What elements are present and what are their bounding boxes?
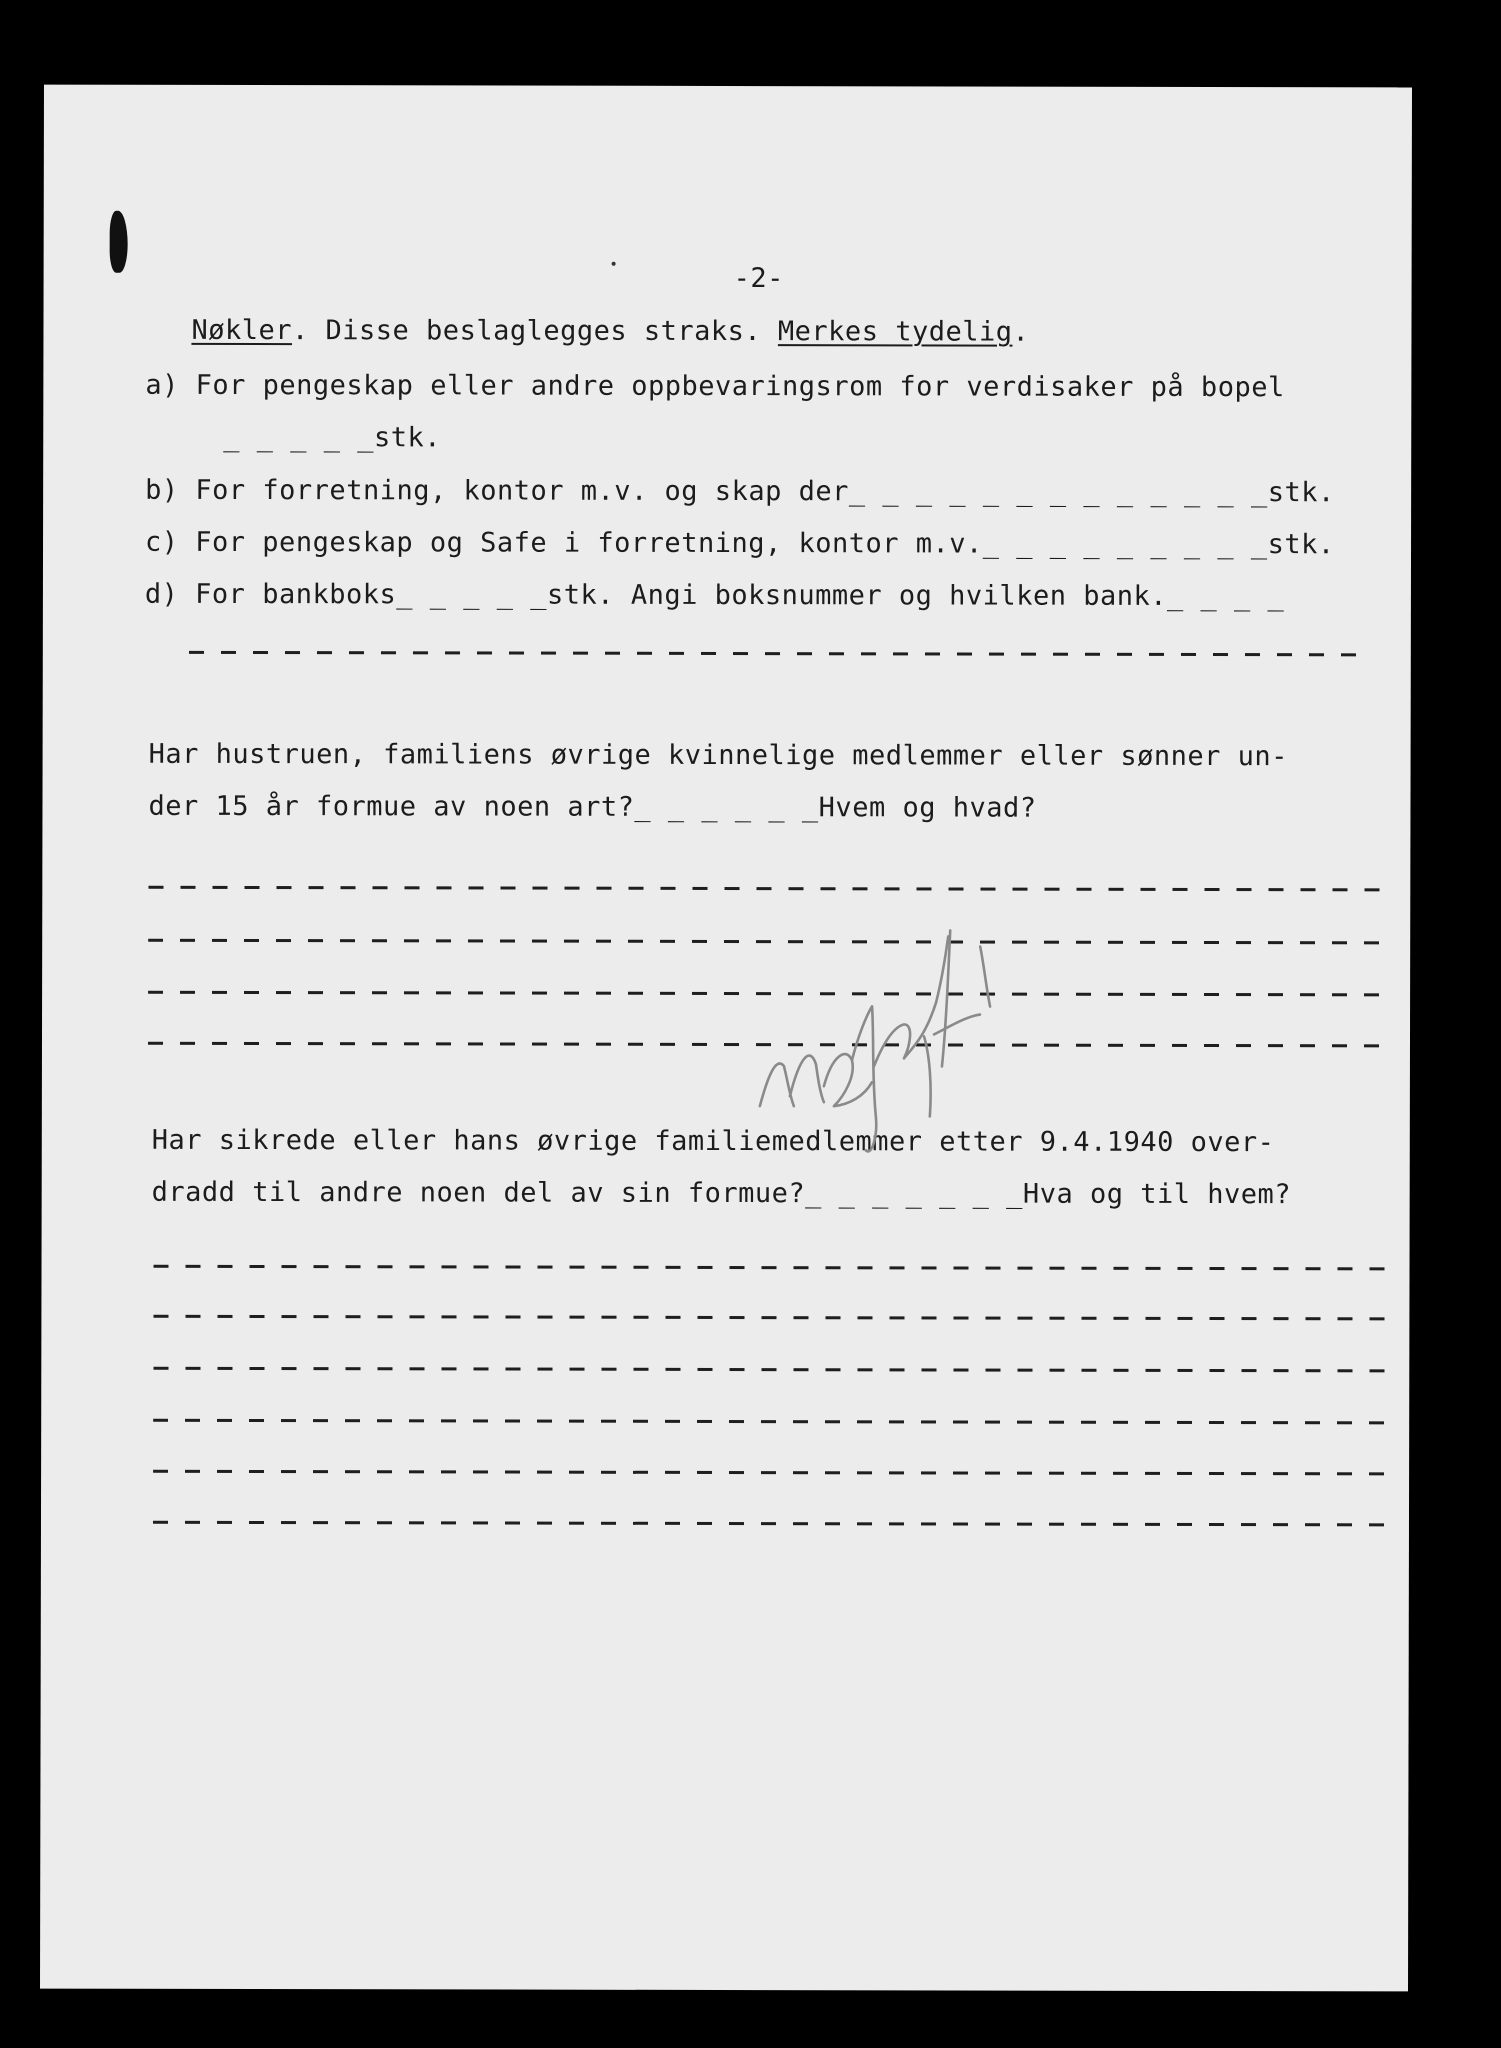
blank-line [189, 651, 1363, 656]
keys-item-a-line1: a) For pengeskap eller andre oppbevaringsrom for verdisaker på bopel [145, 369, 1285, 404]
keys-heading-rest: . Disse beslaglegges straks. [291, 315, 778, 348]
transfer-question-line2: dradd til andre noen del av sin formue?_ _ _ _ _ _ _Hva og til hvem? [151, 1176, 1292, 1211]
blank-line [153, 1367, 1389, 1373]
keys-heading-line [191, 313, 1029, 351]
wife-question-line1: Har hustruen, familiens øvrige kvinnelige medlemmer eller sønner un- [148, 738, 1288, 773]
document-page [40, 85, 1412, 1992]
wife-question-line2: der 15 år formue av noen art?_ _ _ _ _ _Hvem og hvad? [148, 790, 1037, 824]
keys-item-b: b) For forretning, kontor m.v. og skap der_ _ _ _ _ _ _ _ _ _ _ _ _stk. [145, 474, 1335, 509]
blank-line [154, 1265, 1390, 1271]
blank-line [148, 1042, 1386, 1048]
blank-line [153, 1521, 1389, 1527]
blank-line [148, 991, 1386, 997]
blank-line [153, 1419, 1389, 1425]
keys-heading: Nøkler [191, 314, 293, 347]
page-number: -2- [733, 263, 784, 295]
ink-blot [110, 211, 128, 273]
blank-line [153, 1470, 1389, 1476]
keys-instruction: Merkes tydelig [777, 316, 1013, 348]
transfer-question-line1: Har sikrede eller hans øvrige familiemedlemmer etter 9.4.1940 over- [151, 1124, 1275, 1159]
ink-dot [612, 262, 616, 266]
blank-line [148, 939, 1386, 945]
blank-line [148, 886, 1386, 892]
keys-instruction-end: . [1012, 316, 1030, 348]
keys-item-c: c) For pengeskap og Safe i forretning, kontor m.v._ _ _ _ _ _ _ _ _stk. [145, 526, 1335, 561]
keys-item-a-line2: _ _ _ _ _stk. [223, 421, 442, 454]
blank-line [153, 1315, 1389, 1321]
keys-item-d: d) For bankboks_ _ _ _ _stk. Angi boksnummer og hvilken bank._ _ _ _ [144, 578, 1285, 613]
